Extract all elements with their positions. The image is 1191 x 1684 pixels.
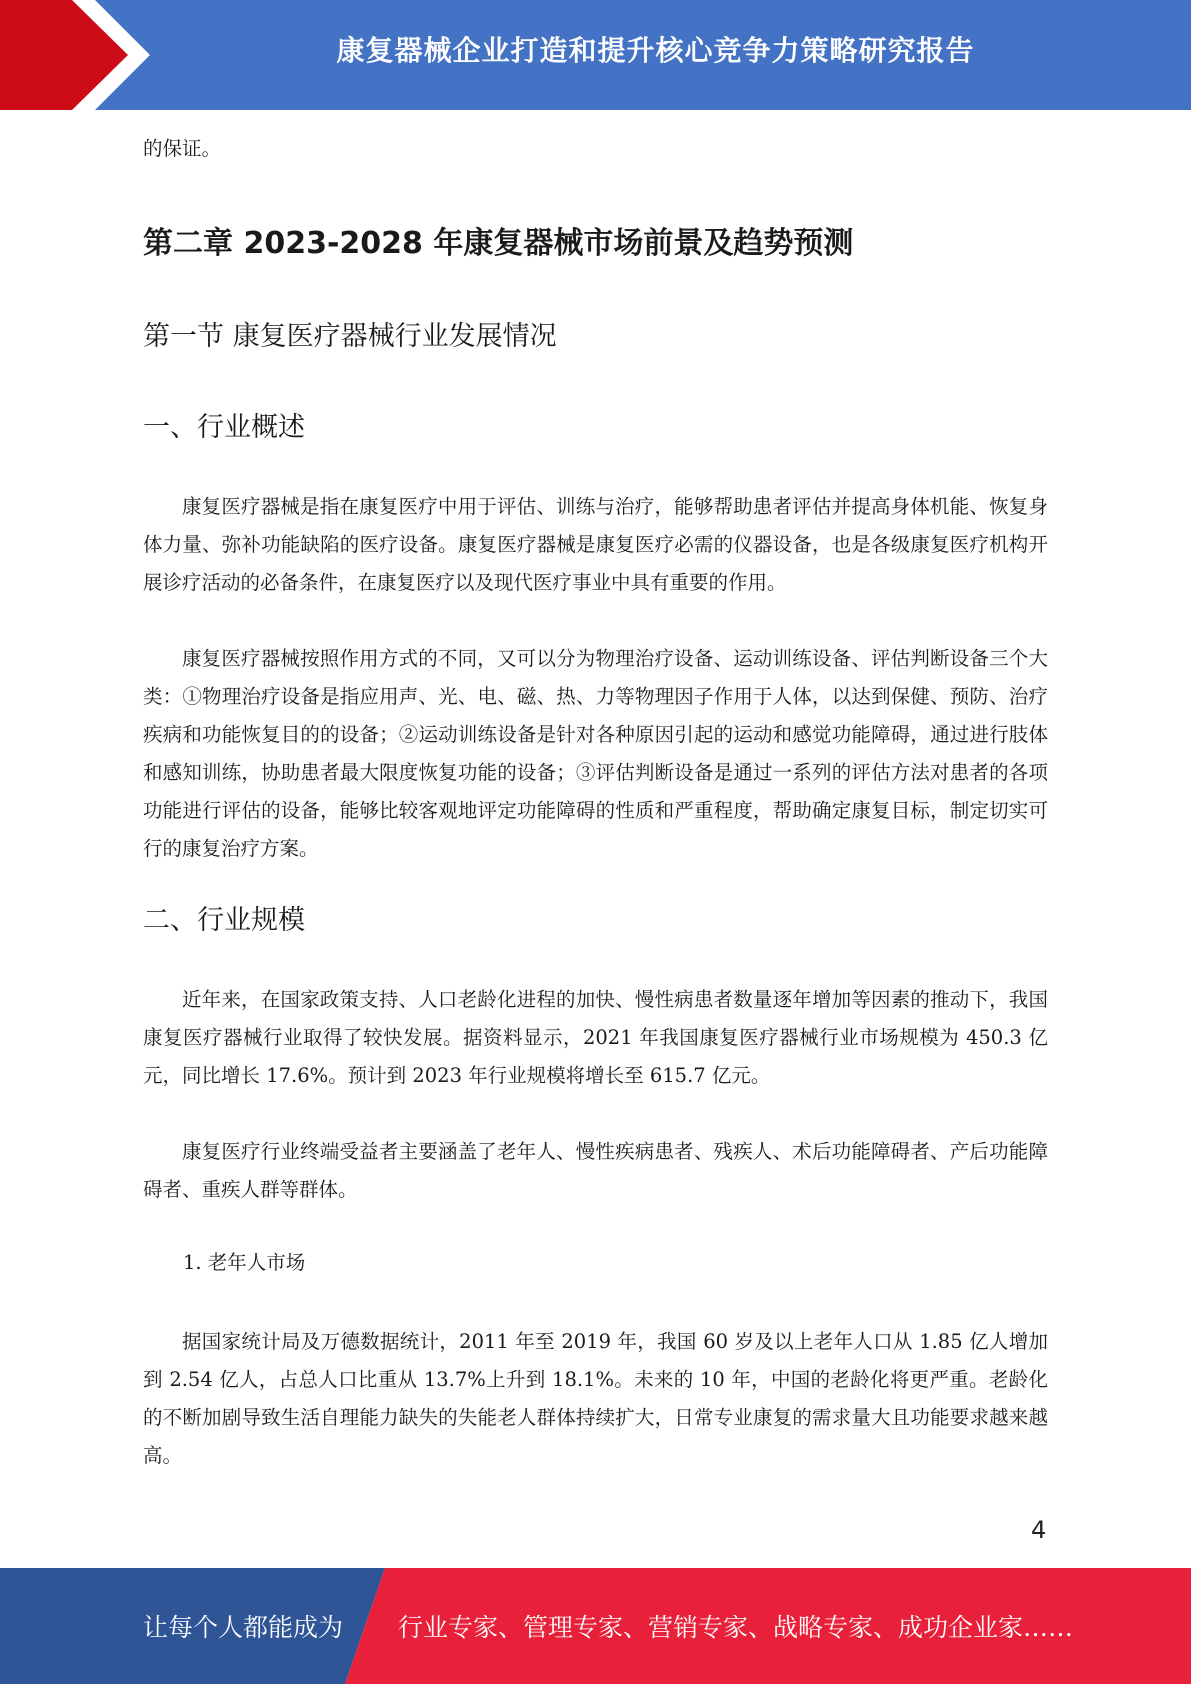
paragraph-overview-1: 康复医疗器械是指在康复医疗中用于评估、训练与治疗，能够帮助患者评估并提高身体机能、恢复身体力量、弥补功能缺陷的医疗设备。康复医疗器械是康复医疗必需的仪器设备，也是各级康复医疗机构开展诊疗活动的必备条件，在康复医疗以及现代医疗事业中具有重要的作用。 [143, 495, 1048, 594]
continuation-text: 的保证。 [143, 137, 222, 160]
header-title: 康复器械企业打造和提升核心竞争力策略研究报告 [336, 34, 975, 67]
footer-slogan-left: 让每个人都能成为 [143, 1613, 344, 1642]
paragraph-scale-2: 康复医疗行业终端受益者主要涵盖了老年人、慢性疾病患者、残疾人、术后功能障碍者、产后功能障碍者、重疾人群等群体。 [143, 1140, 1048, 1201]
paragraph-overview-2: 康复医疗器械按照作用方式的不同，又可以分为物理治疗设备、运动训练设备、评估判断设备三个大类：①物理治疗设备是指应用声、光、电、磁、热、力等物理因子作用于人体，以达到保健、预防、治疗疾病和功能恢复目的的设备；②运动训练设备是针对各种原因引起的运动和感觉功能障碍，通过进行肢体和感知训练，协助患者最大限度恢复功能的设备；③评估判断设备是通过一系列的评估方法对患者的各项功能进行评估的设备，能够比较客观地评定功能障碍的性质和严重程度，帮助确定康复目标，制定切实可行的康复治疗方案。 [143, 647, 1048, 860]
section-title: 第一节 康复医疗器械行业发展情况 [143, 321, 557, 352]
document-body [143, 130, 1048, 1475]
subsection-title-overview: 一、行业概述 [143, 412, 305, 443]
page-number: 4 [1031, 1516, 1047, 1544]
list-item-elderly-market: 1. 老年人市场 [183, 1251, 306, 1274]
page-footer [0, 1568, 1191, 1684]
subsection-title-scale: 二、行业规模 [143, 905, 305, 936]
paragraph-elderly-market: 据国家统计局及万德数据统计，2011 年至 2019 年，我国 60 岁及以上老年人口从 1.85 亿人增加到 2.54 亿人，占总人口比重从 13.7%上升到 18.1%。未来的 10 年，中国的老龄化将更严重。老龄化的不断加剧导致生活自理能力缺失的失能老人群体持续扩大，日常专业康复的需求量大且功能要求越来越高。 [143, 1330, 1048, 1467]
paragraph-scale-1: 近年来，在国家政策支持、人口老龄化进程的加快、慢性病患者数量逐年增加等因素的推动下，我国康复医疗器械行业取得了较快发展。据资料显示，2021 年我国康复医疗器械行业市场规模为 450.3 亿元，同比增长 17.6%。预计到 2023 年行业规模将增长至 615.7 亿元。 [143, 988, 1048, 1087]
chapter-title: 第二章 2023-2028 年康复器械市场前景及趋势预测 [143, 226, 854, 261]
footer-slogan-right: 行业专家、管理专家、营销专家、战略专家、成功企业家…… [398, 1613, 1074, 1642]
page-header [0, 0, 1191, 110]
